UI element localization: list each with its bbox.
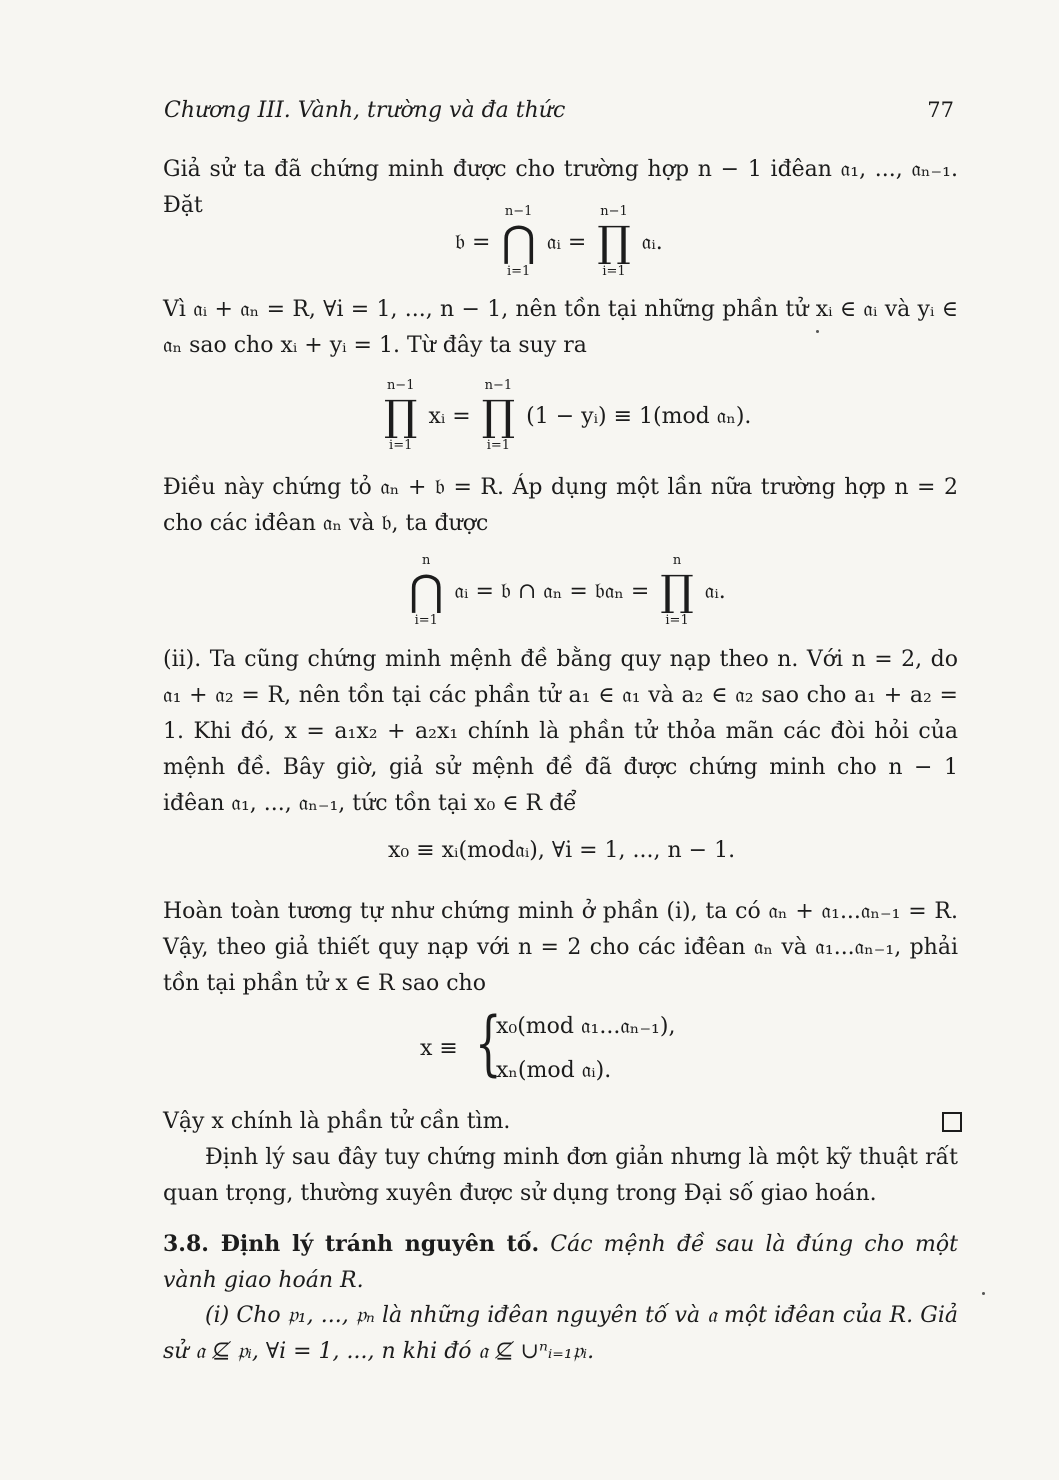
- page-number: 77: [927, 98, 954, 122]
- eq5-case-one: x₀(mod 𝔞₁...𝔞ₙ₋₁),: [496, 1014, 676, 1039]
- eq3-rhs: 𝔞ᵢ.: [704, 578, 726, 604]
- eq1-op1-symbol: ⋂: [501, 217, 536, 266]
- eq2-product-operator-2: [482, 378, 515, 454]
- eq1-middle: 𝔞ᵢ =: [546, 229, 587, 255]
- scan-speck: [982, 1292, 985, 1295]
- eq1-op1-lower: i=1: [507, 264, 531, 279]
- paragraph-induction-step: Giả sử ta đã chứng minh được cho trường hợp n − 1 iđêan 𝔞₁, ..., 𝔞ₙ₋₁. Đặt: [163, 157, 958, 218]
- running-title: Chương III. Vành, trường và đa thức: [164, 98, 566, 123]
- equation-b-definition: [455, 204, 663, 280]
- paragraph-proof-end: Vậy x chính là phần tử cần tìm.: [163, 1109, 511, 1134]
- eq2-op1-symbol: ∏: [384, 391, 418, 440]
- paragraph-induction-conclusion: Hoàn toàn tương tự như chứng minh ở phần (i), ta có 𝔞ₙ + 𝔞₁...𝔞ₙ₋₁ = R. Vậy, theo giả thiết quy nạp với n = 2 cho các iđêan 𝔞ₙ và 𝔞₁...𝔞ₙ₋₁, phải tồn tại phần tử x ∈ R sao cho: [163, 899, 958, 996]
- paragraph-comaximal: Vì 𝔞ᵢ + 𝔞ₙ = R, ∀i = 1, ..., n − 1, nên tồn tại những phần tử xᵢ ∈ 𝔞ᵢ và yᵢ ∈ 𝔞ₙ sao cho xᵢ + yᵢ = 1. Từ đây ta suy ra: [163, 297, 958, 358]
- eq1-op1-upper: n−1: [504, 204, 533, 219]
- theorem-prime-avoidance: [163, 1226, 958, 1299]
- paragraph-part-ii-proof: (ii). Ta cũng chứng minh mệnh đề bằng quy nạp theo n. Với n = 2, do 𝔞₁ + 𝔞₂ = R, nên tồn tại các phần tử a₁ ∈ 𝔞₁ và a₂ ∈ 𝔞₂ sao cho a₁ + a₂ = 1. Khi đó, x = a₁x₂ + a₂x₁ chính là phần tử thỏa mãn các đòi hỏi của mệnh đề. Bây giờ, giả sử mệnh đề đã được chứng minh cho n − 1 iđêan 𝔞₁, ..., 𝔞ₙ₋₁, tức tồn tại x₀ ∈ R để: [163, 647, 958, 816]
- eq3-op1-upper: n: [422, 553, 431, 568]
- eq1-intersection-operator: [501, 204, 535, 280]
- eq2-middle: xᵢ =: [428, 403, 471, 429]
- eq3-op2-symbol: ∏: [660, 566, 694, 615]
- left-brace-icon: {: [474, 1002, 502, 1084]
- eq3-intersection-operator: [409, 553, 443, 629]
- eq1-lhs: 𝔟 =: [455, 229, 491, 255]
- eq2-rhs: (1 − yᵢ) ≡ 1(mod 𝔞ₙ).: [526, 403, 752, 429]
- eq2-op1-lower: i=1: [389, 438, 413, 453]
- paragraph-remark: Định lý sau đây tuy chứng minh đơn giản nhưng là một kỹ thuật rất quan trọng, thường xuyên được sử dụng trong Đại số giao hoán.: [163, 1145, 958, 1206]
- eq1-op2-lower: i=1: [602, 264, 626, 279]
- eq3-op2-lower: i=1: [665, 613, 689, 628]
- equation-product-congruence: [380, 378, 751, 454]
- theorem-item-i: (i) Cho 𝔭₁, ..., 𝔭ₙ là những iđêan nguyên tố và 𝔞 một iđêan của R. Giả sử 𝔞 ⊈ 𝔭ᵢ, ∀i = 1, ..., n khi đó 𝔞 ⊈ ∪ⁿᵢ₌₁𝔭ᵢ.: [163, 1303, 958, 1364]
- eq3-op1-symbol: ⋂: [409, 566, 444, 615]
- eq3-product-operator: [660, 553, 693, 629]
- eq1-op2-symbol: ∏: [597, 217, 631, 266]
- eq1-rhs: 𝔞ᵢ.: [641, 229, 663, 255]
- paragraph-apply-case-two: Điều này chứng tỏ 𝔞ₙ + 𝔟 = R. Áp dụng một lần nữa trường hợp n = 2 cho các iđêan 𝔞ₙ và 𝔟, ta được: [163, 475, 958, 536]
- equation-x0-congruence: x₀ ≡ xᵢ(mod𝔞ᵢ), ∀i = 1, ..., n − 1.: [388, 838, 736, 863]
- eq1-op2-upper: n−1: [600, 204, 628, 219]
- eq2-op2-lower: i=1: [486, 438, 511, 453]
- eq3-middle: 𝔞ᵢ = 𝔟 ∩ 𝔞ₙ = 𝔟𝔞ₙ =: [454, 578, 650, 604]
- eq3-op1-lower: i=1: [414, 613, 438, 628]
- theorem-label: 3.8. Định lý tránh nguyên tố.: [163, 1231, 540, 1257]
- page-header: [164, 98, 954, 132]
- eq3-op2-upper: n: [672, 553, 682, 568]
- eq1-product-operator: [597, 204, 630, 280]
- theorem-statement: Các mệnh đề sau là đúng cho một vành giao hoán R.: [163, 1232, 958, 1293]
- qed-square-icon: [942, 1112, 962, 1132]
- eq5-lhs: x ≡: [420, 1036, 458, 1061]
- eq5-case-two: xₙ(mod 𝔞ᵢ).: [496, 1058, 612, 1083]
- eq2-op2-upper: n−1: [484, 378, 513, 393]
- eq2-op2-symbol: ∏: [481, 391, 516, 440]
- eq2-product-operator-1: [384, 378, 417, 454]
- scan-speck: [816, 330, 819, 333]
- equation-intersection-product: [405, 553, 726, 629]
- eq2-op1-upper: n−1: [386, 378, 415, 393]
